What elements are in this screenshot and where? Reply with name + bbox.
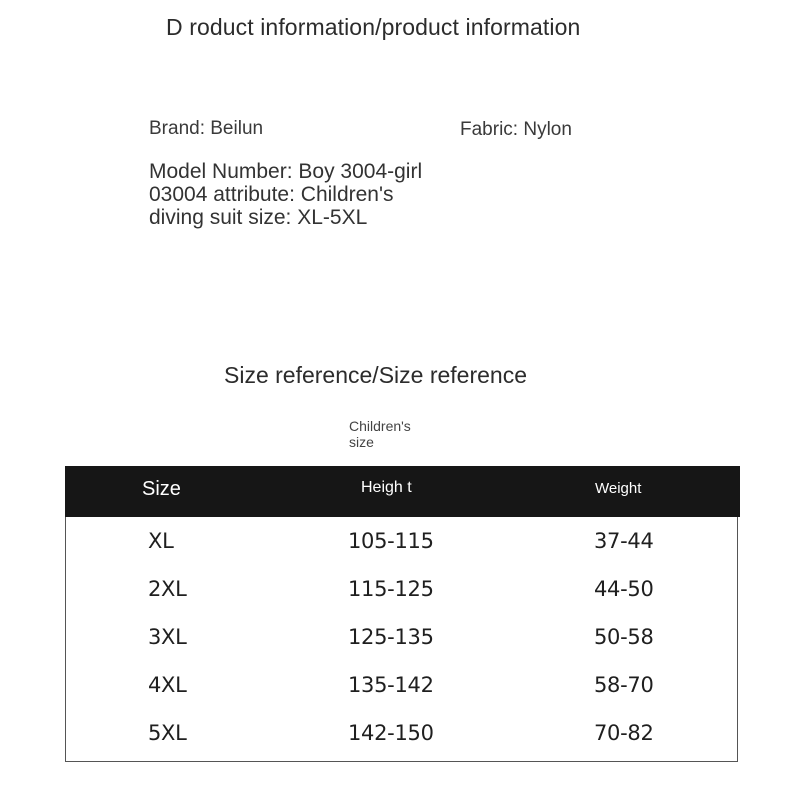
table-row: [66, 661, 737, 709]
size-table-caption: Children's size: [349, 418, 411, 450]
cell-weight: 70-82: [594, 721, 654, 745]
column-header-size: Size: [142, 478, 181, 500]
size-table: [65, 466, 738, 762]
page-title: D roduct information/product information: [166, 14, 581, 40]
cell-weight: 44-50: [594, 577, 654, 601]
fabric-label: Fabric: Nylon: [460, 119, 572, 140]
cell-weight: 58-70: [594, 673, 654, 697]
table-header-row: [65, 466, 740, 517]
model-line: diving suit size: XL-5XL: [149, 206, 368, 229]
cell-size: 4XL: [148, 673, 187, 697]
table-row: [66, 613, 737, 661]
cell-height: 142-150: [348, 721, 434, 745]
cell-size: 5XL: [148, 721, 187, 745]
table-row: [66, 517, 737, 565]
model-description: [149, 160, 422, 229]
cell-height: 135-142: [348, 673, 434, 697]
cell-size: XL: [148, 529, 174, 553]
cell-height: 105-115: [348, 529, 434, 553]
table-row: [66, 709, 737, 757]
cell-weight: 50-58: [594, 625, 654, 649]
column-header-height: Heigh t: [361, 479, 412, 496]
cell-weight: 37-44: [594, 529, 654, 553]
size-reference-title: Size reference/Size reference: [224, 362, 527, 388]
cell-height: 115-125: [348, 577, 434, 601]
table-row: [66, 565, 737, 613]
model-line: Model Number: Boy 3004-girl: [149, 160, 423, 183]
cell-size: 3XL: [148, 625, 187, 649]
column-header-weight: Weight: [595, 480, 642, 497]
cell-height: 125-135: [348, 625, 434, 649]
cell-size: 2XL: [148, 577, 187, 601]
brand-label: Brand: Beilun: [149, 118, 264, 139]
model-line: 03004 attribute: Children's: [149, 183, 394, 206]
